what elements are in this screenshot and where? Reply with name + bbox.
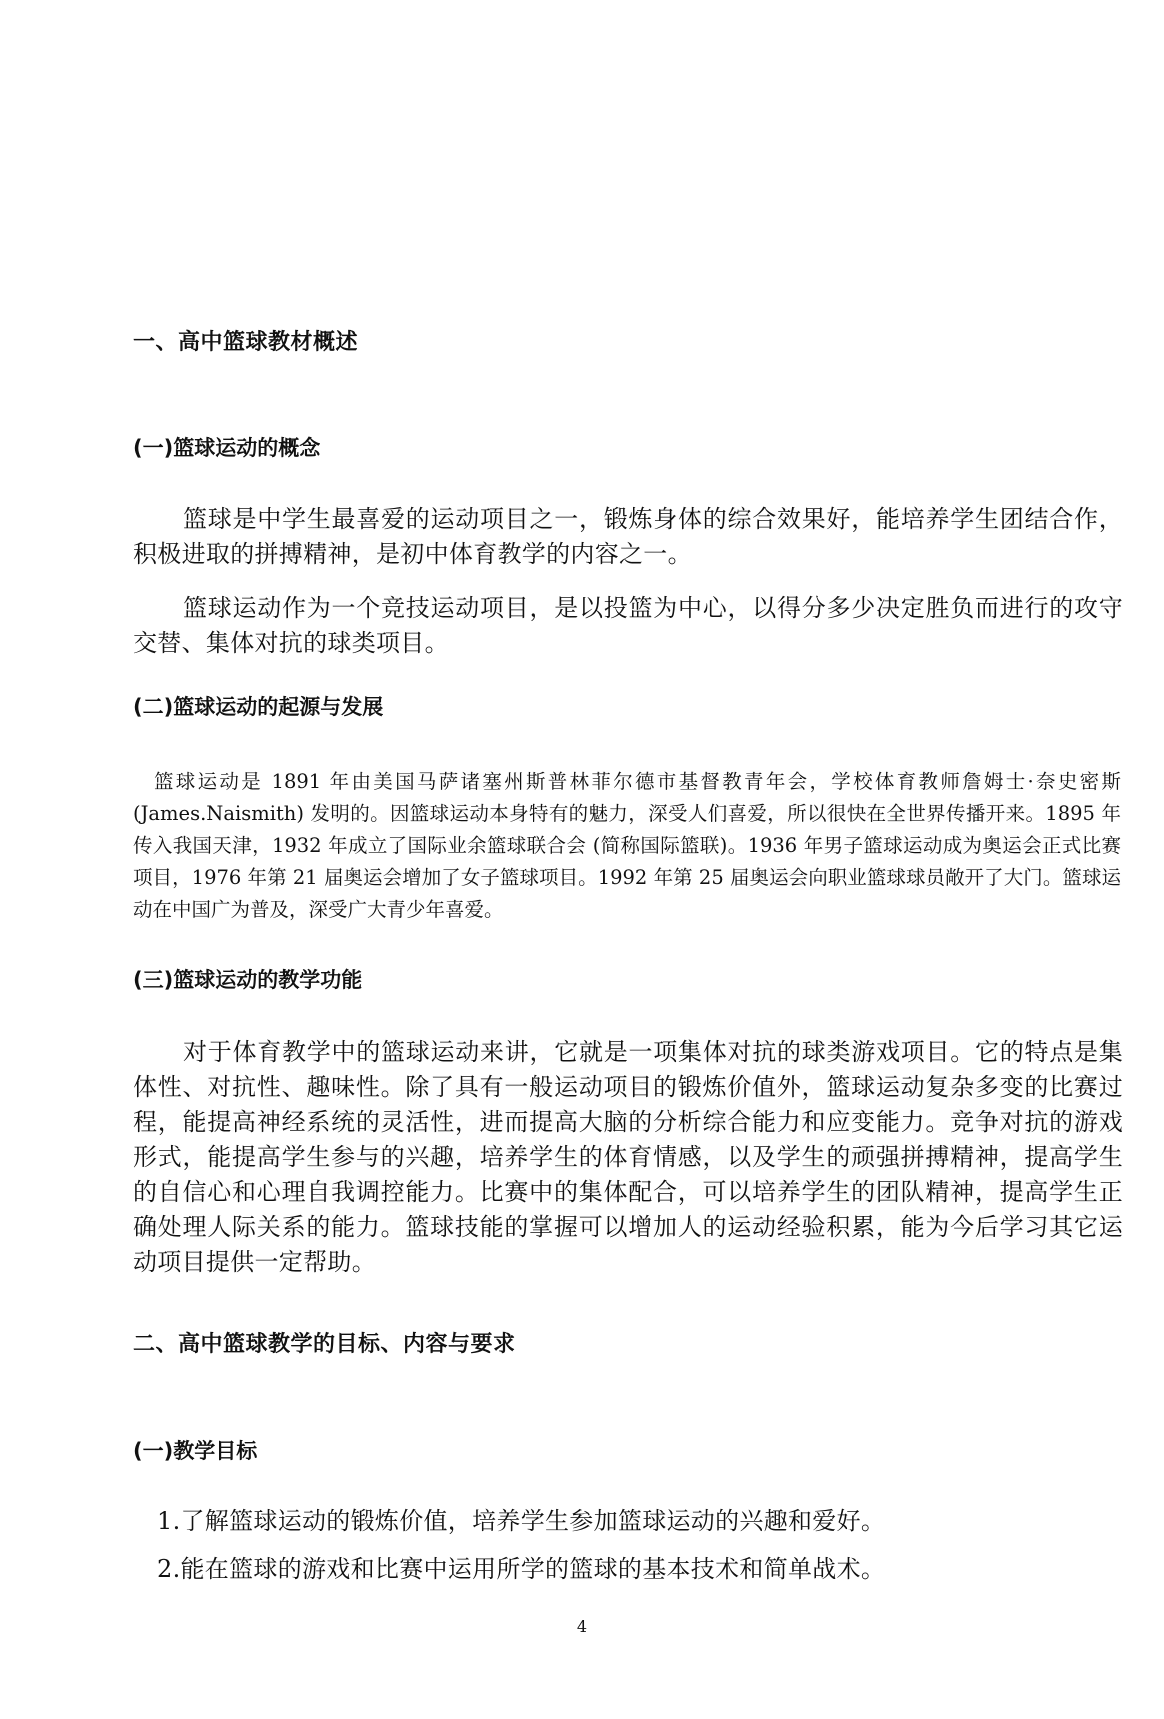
section-1-heading: 一、高中篮球教材概述: [133, 330, 359, 355]
objective-item-2: 2.能在篮球的游戏和比赛中运用所学的篮球的基本技术和简单战术。: [157, 1555, 886, 1583]
section-2-heading: 二、高中篮球教学的目标、内容与要求: [133, 1332, 516, 1357]
subsection-2-1-heading: (一)教学目标: [133, 1439, 258, 1463]
page-number: 4: [576, 1617, 588, 1636]
subsection-1-3-heading: (三)篮球运动的教学功能: [133, 968, 363, 992]
subsection-1-1-heading: (一)篮球运动的概念: [133, 436, 321, 460]
concept-paragraph-1: 篮球是中学生最喜爱的运动项目之一，锻炼身体的综合效果好，能培养学生团结合作，积极进取的拼搏精神，是初中体育教学的内容之一。: [133, 505, 1123, 568]
origin-paragraph: 篮球运动是 1891 年由美国马萨诸塞州斯普林菲尔德市基督教青年会，学校体育教师詹姆士·奈史密斯 (James.Naismith) 发明的。因篮球运动本身特有的魅力，深受人们喜爱，所以很快在全世界传播开来。1895 年传入我国天津，1932 年成立了国际业余篮球联合会 (简称国际篮联)。1936 年男子篮球运动成为奥运会正式比赛项目，1976 年第 21 届奥运会增加了女子篮球项目。1992 年第 25 届奥运会向职业篮球球员敞开了大门。篮球运动在中国广为普及，深受广大青少年喜爱。: [133, 770, 1121, 921]
teaching-function-paragraph: 对于体育教学中的篮球运动来讲，它就是一项集体对抗的球类游戏项目。它的特点是集体性、对抗性、趣味性。除了具有一般运动项目的锻炼价值外，篮球运动复杂多变的比赛过程，能提高神经系统的灵活性，进而提高大脑的分析综合能力和应变能力。竞争对抗的游戏形式，能提高学生参与的兴趣，培养学生的体育情感，以及学生的顽强拼搏精神，提高学生的自信心和心理自我调控能力。比赛中的集体配合，可以培养学生的团队精神，提高学生正确处理人际关系的能力。篮球技能的掌握可以增加人的运动经验积累，能为今后学习其它运动项目提供一定帮助。: [133, 1038, 1123, 1276]
concept-paragraph-2: 篮球运动作为一个竞技运动项目，是以投篮为中心，以得分多少决定胜负而进行的攻守交替、集体对抗的球类项目。: [133, 594, 1123, 657]
subsection-1-2-heading: (二)篮球运动的起源与发展: [133, 695, 384, 719]
objective-item-1: 1.了解篮球运动的锻炼价值，培养学生参加篮球运动的兴趣和爱好。: [157, 1507, 886, 1535]
